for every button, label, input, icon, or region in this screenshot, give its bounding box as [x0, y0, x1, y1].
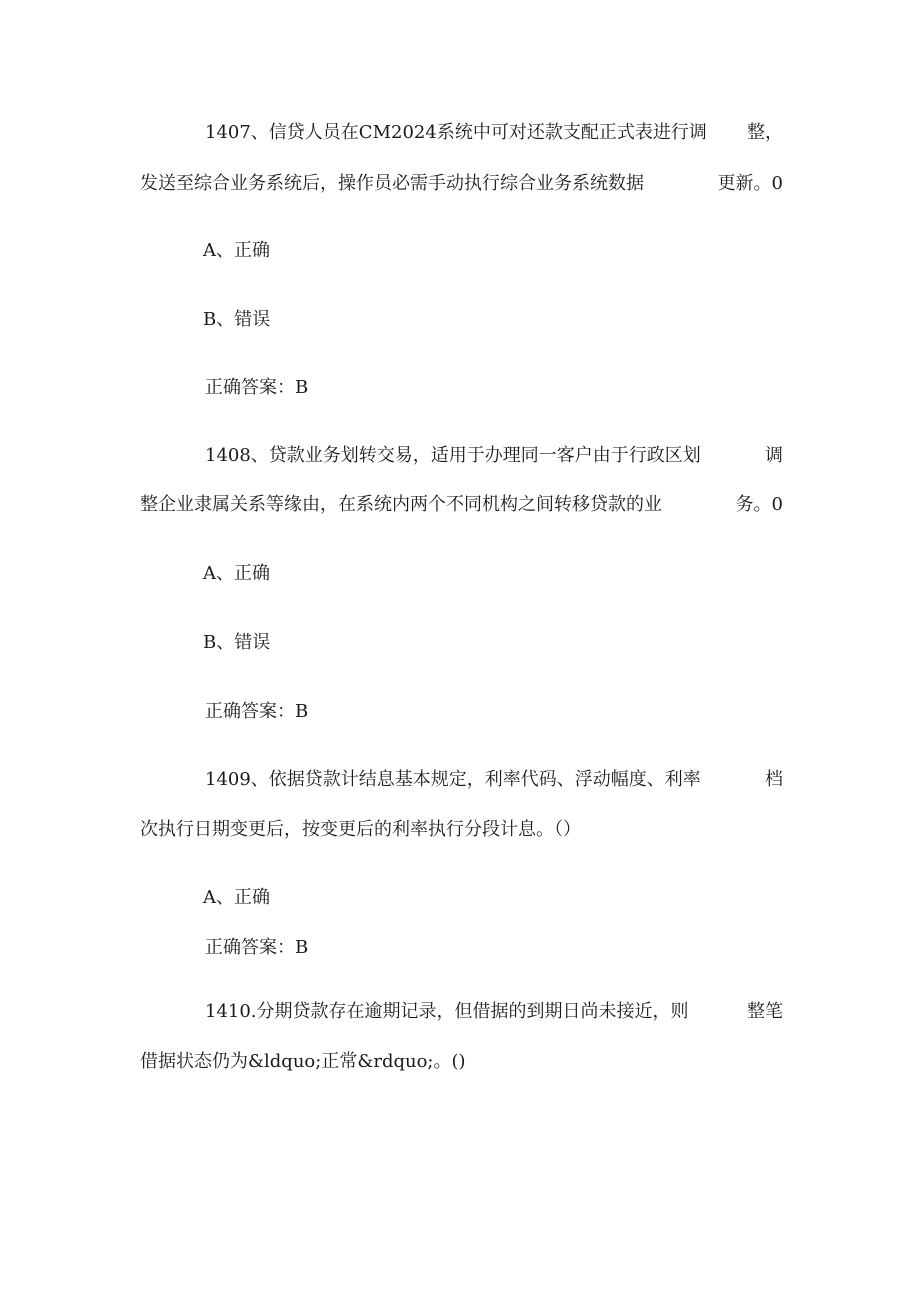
correct-answer: 正确答案：B	[205, 937, 309, 958]
option-b: B、错误	[203, 632, 271, 653]
question-1408-line-1	[205, 444, 783, 468]
question-1410-line-1	[205, 1000, 783, 1024]
correct-answer: 正确答案：B	[205, 701, 309, 722]
question-1410-line-2: 借据状态仍为&ldquo;正常&rdquo;。()	[140, 1051, 466, 1072]
option-a: A、正确	[203, 240, 270, 261]
question-text: 1407、信贷人员在CM2024系统中可对还款支配正式表进行调	[205, 122, 707, 143]
question-text: 整笔	[747, 1001, 783, 1022]
question-1407-line-1	[205, 121, 783, 145]
option-a: A、正确	[203, 563, 270, 584]
question-text: 档	[765, 769, 783, 790]
question-1407-line-2	[140, 172, 783, 196]
question-text: 整企业隶属关系等缘由，在系统内两个不同机构之间转移贷款的业	[140, 494, 662, 515]
question-text: 整，	[747, 122, 783, 143]
question-text: 更新。0	[717, 173, 783, 194]
option-a: A、正确	[203, 887, 270, 908]
question-text: 发送至综合业务系统后，操作员必需手动执行综合业务系统数据	[140, 173, 644, 194]
question-text: 调	[765, 445, 783, 466]
question-1408-line-2	[140, 493, 783, 517]
option-b: B、错误	[203, 309, 271, 330]
question-text: 1409、依据贷款计结息基本规定，利率代码、浮动幅度、利率	[205, 769, 701, 790]
question-1409-line-2: 次执行日期变更后，按变更后的利率执行分段计息。（）	[140, 819, 581, 840]
question-text: 1408、贷款业务划转交易，适用于办理同一客户由于行政区划	[205, 445, 701, 466]
correct-answer: 正确答案：B	[205, 377, 309, 398]
question-text: 务。0	[735, 494, 783, 515]
question-text: 1410.分期贷款存在逾期记录，但借据的到期日尚未接近，则	[205, 1001, 689, 1022]
question-1409-line-1	[205, 768, 783, 792]
